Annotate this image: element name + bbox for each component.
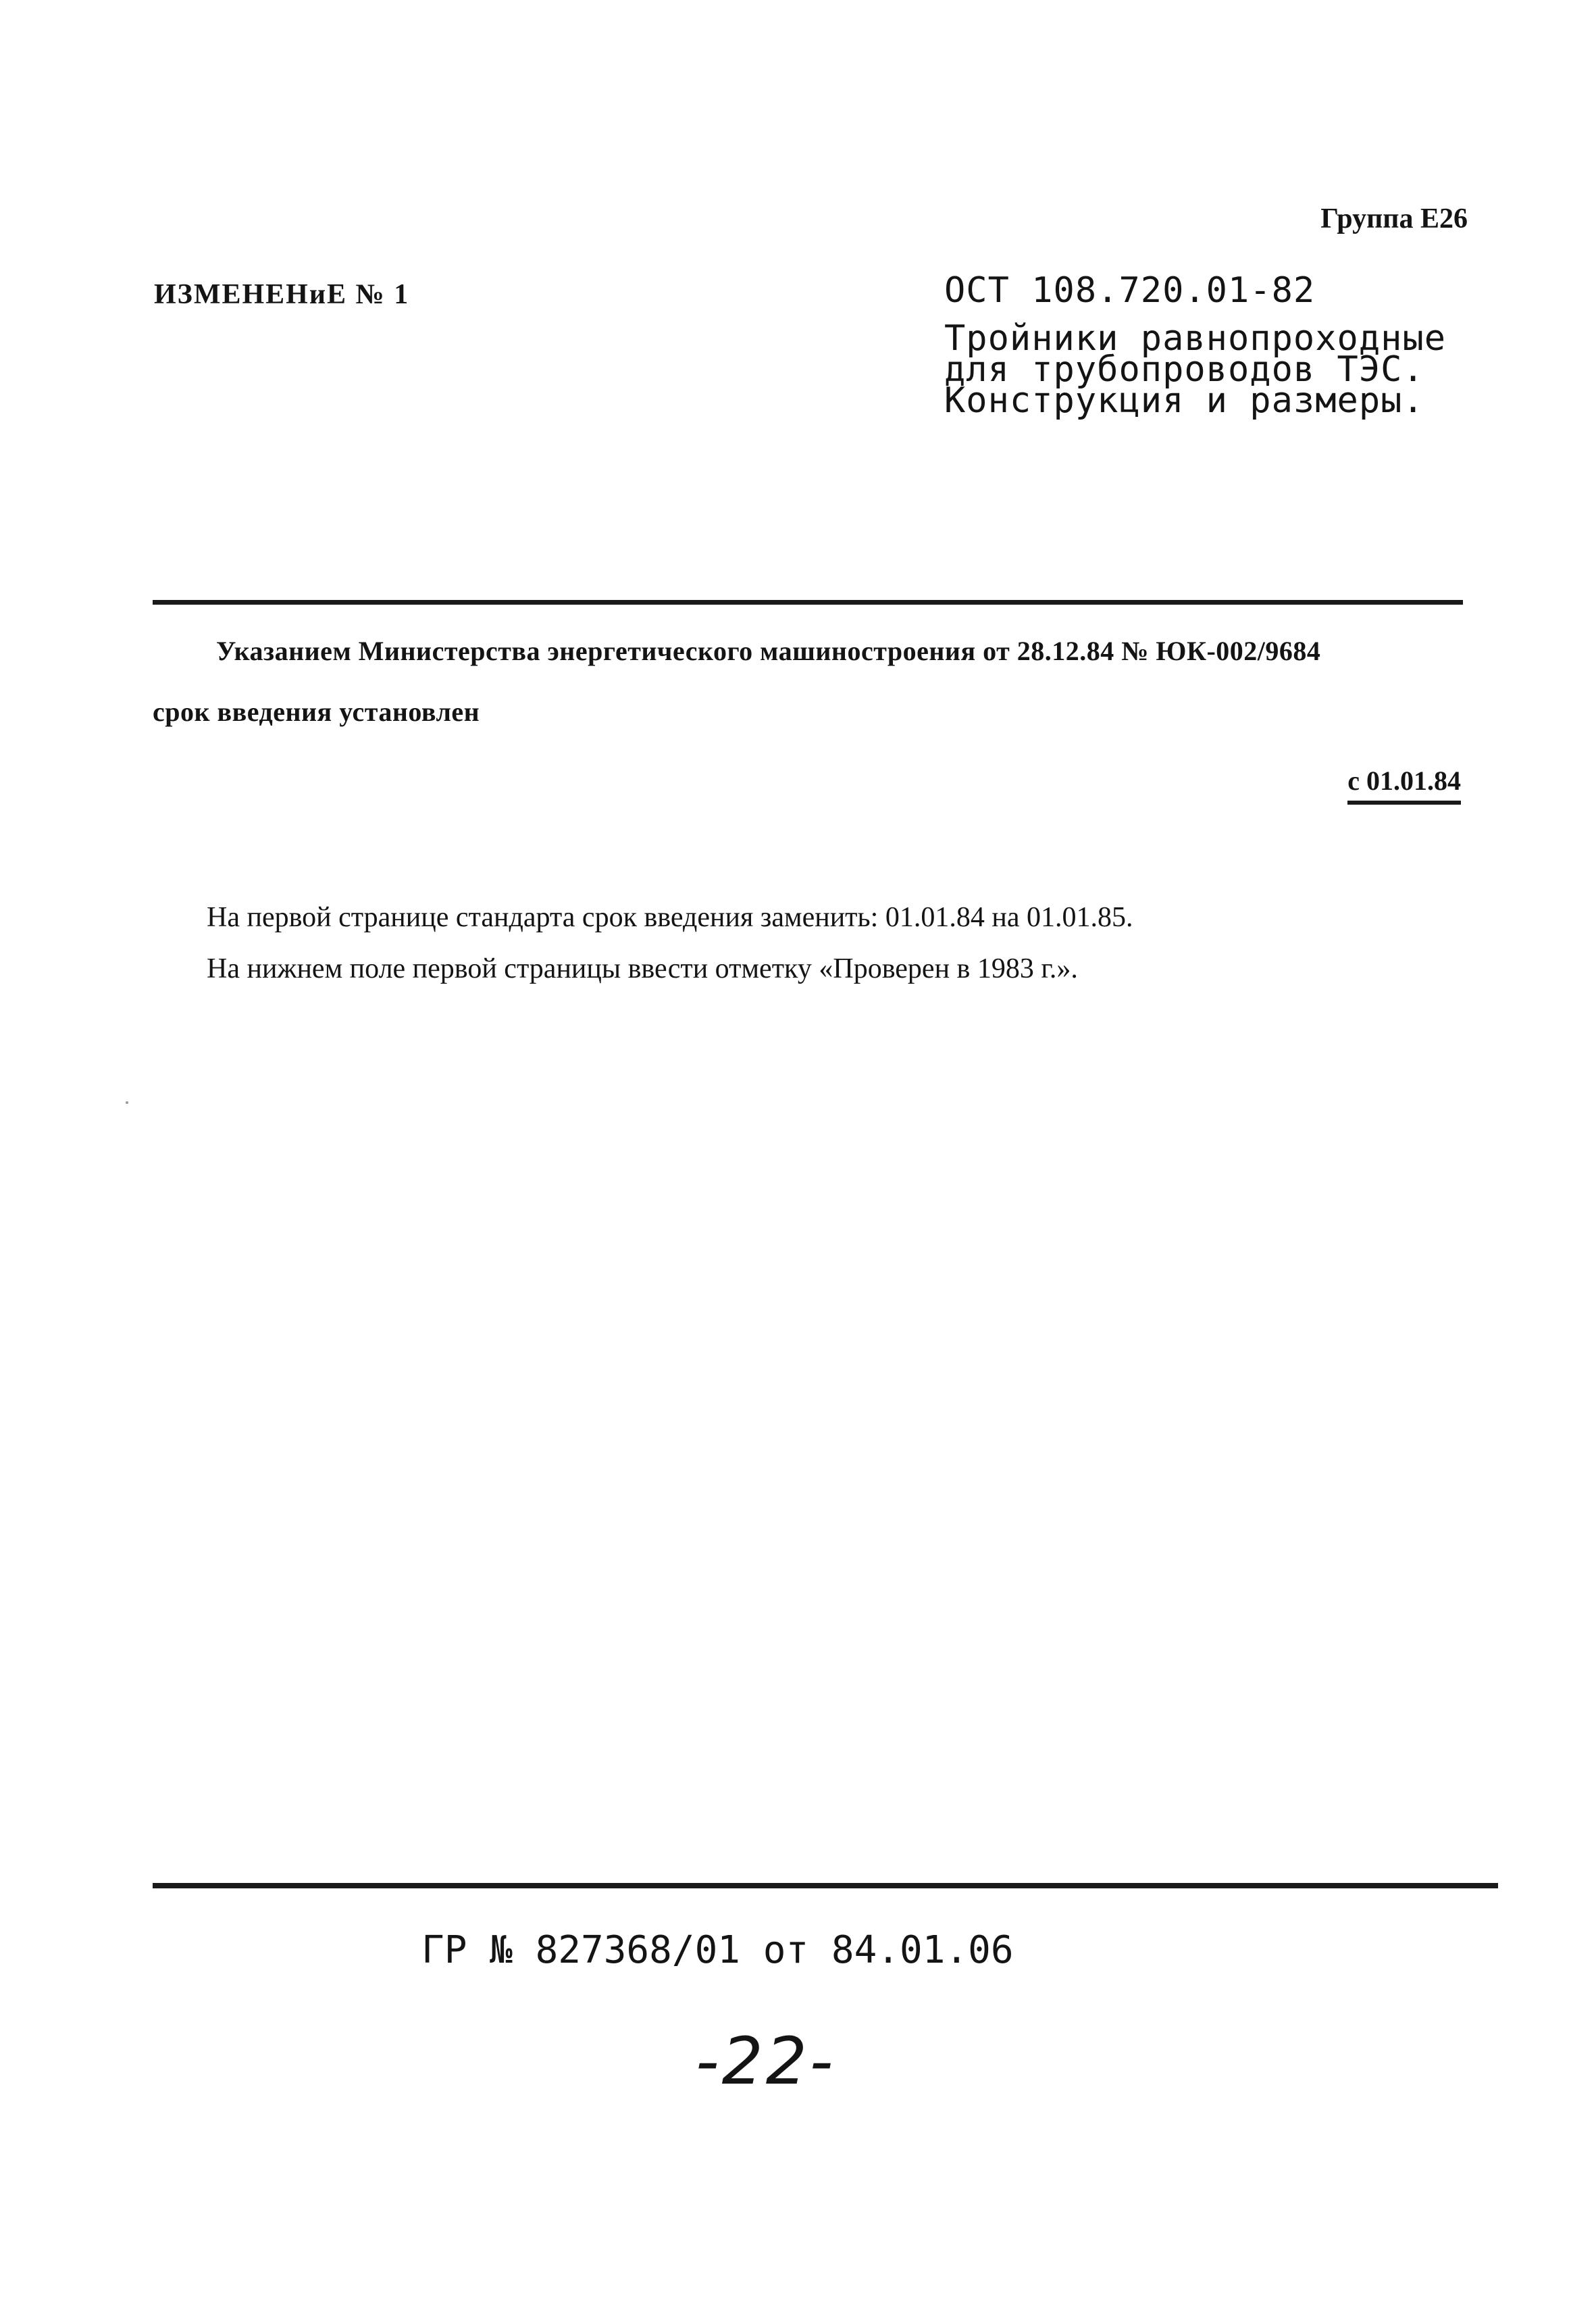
amendment-body	[207, 892, 1133, 995]
amendment-line: На нижнем поле первой страницы ввести отметку «Проверен в 1983 г.».	[207, 953, 1078, 984]
effective-date: с 01.01.84	[1347, 765, 1461, 805]
standard-title-line: Конструкция и размеры.	[944, 380, 1424, 421]
page-number: -22-	[696, 2023, 836, 2099]
scan-speck	[126, 1101, 128, 1104]
standard-title-line: для трубопроводов ТЭС.	[944, 349, 1424, 390]
change-number: ИЗМЕНЕНиЕ № 1	[154, 279, 410, 310]
bottom-divider	[153, 1883, 1498, 1888]
term-label: срок введения установлен	[153, 697, 480, 727]
standard-title	[944, 318, 1447, 421]
directive-text: Указанием Министерства энергетического машиностроения от 28.12.84 № ЮК-002/9684	[216, 636, 1321, 666]
amendment-line: На первой странице стандарта срок введения заменить: 01.01.84 на 01.01.85.	[207, 902, 1133, 933]
standard-code: ОСТ 108.720.01-82	[944, 270, 1316, 311]
group-label: Группа Е26	[1320, 203, 1468, 234]
registration-number: ГР № 827368/01 от 84.01.06	[421, 1928, 1014, 1972]
standard-title-line: Тройники равнопроходные	[944, 318, 1447, 359]
top-divider	[153, 600, 1463, 605]
